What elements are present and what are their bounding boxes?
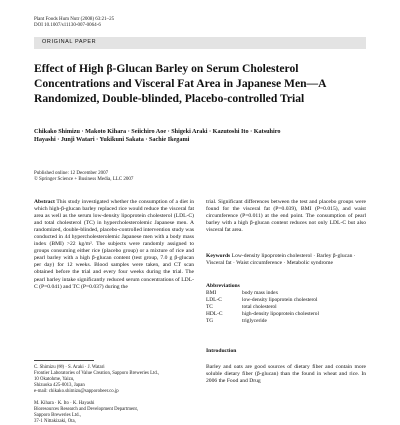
article-type-label: ORIGINAL PAPER [42,39,97,45]
paper-title: Effect of High β-Glucan Barley on Serum Cholesterol Concentrations and Visceral Fat Area in Japanese Men—A Randomized, Double-blinded, Placebo-controlled Trial [34,62,326,105]
abbreviation-term: LDL-C [206,296,222,303]
abbreviation-row [206,297,319,304]
abbreviations [206,283,366,325]
affiliation-line: 10 Okatohme, Yaizu, [34,377,75,382]
journal-citation: Plant Foods Hum Nutr (2008) 63:21–25 [34,17,115,22]
affiliation-line: Shizuoka 425-0013, Japan [34,383,85,388]
abstract-continued: trial. Significant differences between the test and placebo groups were found for the visceral fat (P=0.039), BMI (P=0.015), and waist circumference (P=0.011) at the end point. The consumption of pearl barley with a high β-glucan content reduces not only LDL-C but also visceral fat area. [206,199,366,234]
abbreviation-definition: body mass index [242,290,279,297]
affiliation-line: Frontier Laboratories of Value Creation, Sapporo Breweries Ltd., [34,371,160,376]
abbreviation-term: BMI [206,290,217,297]
affiliations [34,365,194,425]
published-date: Published online: 12 December 2007 [34,171,109,176]
keywords-text: Low-density lipoprotein cholesterol · Barley β-glucan · Visceral fat · Waist circumference · Metabolic syndrome [206,253,356,267]
abbreviation-definition: triglyceride [242,317,267,324]
affiliation-line: Bioresources Research and Development Department, [34,407,139,412]
footnote-divider [34,360,94,361]
keywords [206,253,366,267]
abstract [34,199,194,291]
abbreviations-title: Abbreviations [206,283,240,289]
affiliation-line: C. Shimizu (✉) · S. Araki · J. Watari [34,365,105,370]
abbreviation-term: HDL-C [206,310,223,317]
keywords-label: Keywords [206,253,231,259]
affiliation-email: e-mail: chikako.shimizu@sapporobeer.co.jp [34,389,119,394]
abbreviation-row [206,318,319,325]
author-list: Chikako Shimizu · Makoto Kihara · Seiichiro Aoe · Shigeki Araki · Kazutoshi Ito · Katsuhiro Hayashi · Junji Watari · Yukikuni Sakata · Sachie Ikegami [34,128,281,144]
abbreviation-term: TG [206,317,214,324]
journal-header [34,17,114,29]
abbreviation-definition: total cholesterol [242,303,277,310]
abbreviation-row [206,311,319,318]
affiliation-line: M. Kihara · K. Ito · K. Hayashi [34,401,95,406]
abbreviations-table [206,290,319,325]
abstract-label: Abstract [34,199,55,205]
publication-info [34,171,133,183]
affiliation-line: 37-1 Nittakizaki, Ota, [34,419,76,424]
doi: DOI 10.1007/s11130-007-0064-6 [34,23,101,28]
introduction [206,348,366,385]
introduction-heading: Introduction [206,348,237,354]
introduction-text: Barley and oats are good sources of dietary fiber and contain more soluble dietary fiber (β-glucan) than the found in wheat and rice. In 2006 the Food and Drug [206,364,366,385]
copyright: © Springer Science + Business Media, LLC 2007 [34,177,134,183]
abbreviation-definition: low-density lipoprotein cholesterol [242,296,318,303]
abbreviation-term: TC [206,303,213,310]
abstract-text: This study investigated whether the consumption of a diet in which high-β-glucan barley replaced rice would reduce the visceral fat area as well as the serum low-density lipoprotein cholesterol (LDL-C) and total cholesterol (TC) in hypercholesterolemic Japanese men. A randomized, double-blinded, placebo-controlled intervention study was conducted in 44 hypercholesterolemic Japanese men with a body mass index (BMI) >22 kg/m². The subjects were randomly assigned to groups consuming either rice (placebo group) or a mixture of rice and pearl barley with a high β-glucan content (test group, 7.0 g β-glucan per day) for 12 weeks. Blood samples were taken, and CT scan obtained before the trial and every four weeks during the trial. The pearl barley intake significantly reduced serum concentrations of LDL-C (P=0.041) and TC (P=0.037) during the [34,199,194,290]
abbreviation-row [206,304,319,311]
abbreviation-definition: high-density lipoprotein cholesterol [242,310,319,317]
abbreviation-row [206,290,319,297]
affiliation-line: Sapporo Breweries Ltd., [34,413,81,418]
